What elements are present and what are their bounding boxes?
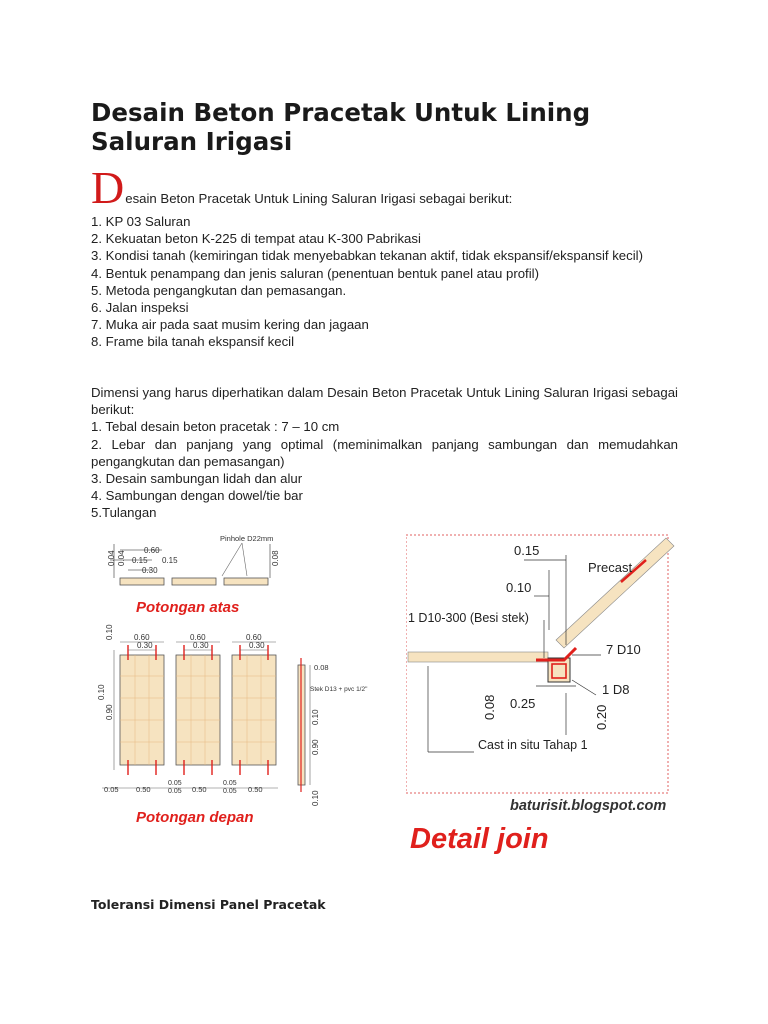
list-item: 5.Tulangan	[91, 505, 157, 521]
list-item: 1. KP 03 Saluran	[91, 214, 191, 229]
dim-label: 0.30	[193, 641, 209, 650]
list-item: 3. Kondisi tanah (kemiringan tidak menyebabkan tekanan aktif, tidak ekspansif/ekspansif kecil)	[91, 248, 643, 264]
dim-label: 0.20	[594, 704, 609, 730]
dim-label: 0.50	[136, 785, 151, 794]
detail-join-figure	[406, 530, 678, 860]
dim-label: 0.08	[271, 550, 280, 566]
detail-join-caption: Detail join	[410, 823, 549, 855]
dim-label: 0.60	[134, 633, 150, 642]
paragraph-intro: Dimensi yang harus diperhatikan dalam Desain Beton Pracetak Untuk Lining Saluran Irigasi sebagai berikut:	[91, 385, 678, 418]
list-item: 6. Jalan inspeksi	[91, 300, 189, 316]
blog-label: baturisit.blogspot.com	[510, 798, 667, 814]
list-item: 4. Sambungan dengan dowel/tie bar	[91, 488, 303, 504]
dim-label: 0.10	[105, 624, 114, 640]
list-item: 3. Desain sambungan lidah dan alur	[91, 471, 303, 487]
front-panels	[120, 645, 305, 792]
dim-label: 0.60	[246, 633, 262, 642]
dim-label: 0.50	[248, 785, 263, 794]
list-item: 1. Tebal desain beton pracetak : 7 – 10 cm	[91, 419, 340, 435]
list-item: 2. Lebar dan panjang yang optimal (meminimalkan panjang sambungan dan memudahkan pengangkutan dan pemasangan)	[91, 436, 678, 469]
panel-top-view	[224, 578, 268, 585]
list-item: 8. Frame bila tanah ekspansif kecil	[91, 334, 295, 350]
dim-label: 0.08	[482, 694, 497, 720]
base-slab	[408, 652, 548, 662]
pinhole-label: Pinhole D22mm	[220, 534, 274, 543]
list-item: 5. Metoda pengangkutan dan pemasangan.	[91, 282, 347, 298]
dim-label: 0.15	[132, 556, 148, 565]
dim-label: 0.10	[506, 580, 532, 595]
intro-text: esain Beton Pracetak Untuk Lining Saluran Irigasi sebagai berikut:	[125, 191, 513, 206]
besi-stek-label: 1 D10-300 (Besi stek)	[408, 611, 529, 625]
dim-label: 0.60	[190, 633, 206, 642]
dim-label: 0.30	[249, 641, 265, 650]
list-item: 2. Kekuatan beton K-225 di tempat atau K-300 Pabrikasi	[91, 231, 421, 247]
dim-label: 0.10	[311, 790, 320, 806]
d10-label: 7 D10	[606, 642, 641, 657]
page-title: Desain Beton Pracetak Untuk Lining Saluran Irigasi	[91, 98, 591, 156]
dim-label: 0.15	[514, 543, 540, 558]
dim-label: 0.05	[223, 780, 237, 787]
caption-top: Potongan atas	[136, 599, 240, 616]
dim-label: 0.08	[314, 663, 329, 672]
stek-label: Stek D13 + pvc 1/2"	[310, 686, 368, 693]
dim-label: 0.15	[162, 556, 178, 565]
dimension-paragraph	[91, 384, 678, 522]
list-item: 4. Bentuk penampang dan jenis saluran (penentuan bentuk panel atau profil)	[91, 265, 539, 281]
dim-label: 0.50	[192, 785, 207, 794]
dim-label: 0.04	[117, 550, 126, 566]
intro-paragraph	[91, 162, 678, 213]
drop-cap: D	[91, 162, 125, 213]
list-item: 7. Muka air pada saat musim kering dan jagaan	[91, 317, 369, 333]
dim-label: 0.90	[105, 704, 114, 720]
d8-label: 1 D8	[602, 682, 630, 697]
dim-label: 0.04	[107, 550, 116, 566]
dim-label: 0.90	[311, 739, 320, 755]
precast-slope	[556, 538, 674, 648]
cast-in-situ-label: Cast in situ Tahap 1	[478, 738, 588, 752]
precast-label: Precast	[588, 560, 633, 575]
requirements-list	[91, 213, 678, 351]
panel-top-view	[172, 578, 216, 585]
dim-label: 0.60	[144, 546, 160, 555]
panel-top-view	[120, 578, 164, 585]
dim-label: 0.30	[137, 641, 153, 650]
dim-label: 0.10	[311, 709, 320, 725]
caption-front: Potongan depan	[136, 809, 254, 826]
dim-label: 0.05	[223, 788, 237, 795]
dim-label: 0.05	[168, 788, 182, 795]
dim-label: 0.25	[510, 696, 536, 711]
section-subheading: Toleransi Dimensi Panel Pracetak	[91, 897, 326, 912]
dim-label: 0.05	[104, 785, 119, 794]
dim-label: 0.05	[168, 780, 182, 787]
dim-label: 0.10	[97, 684, 106, 700]
dim-label: 0.30	[142, 566, 158, 575]
panel-drawing-figure	[92, 530, 392, 855]
